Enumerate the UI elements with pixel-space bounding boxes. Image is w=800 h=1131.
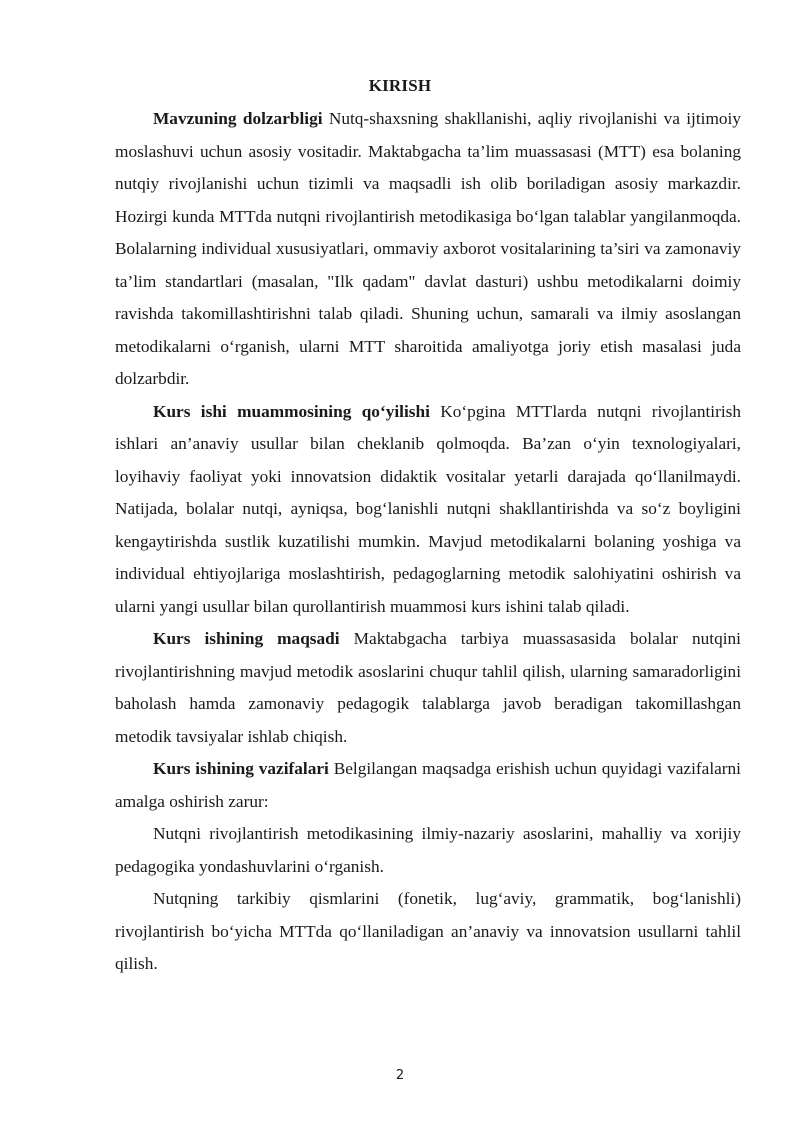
paragraph-text: Nutqning tarkibiy qismlarini (fonetik, lug‘aviy, grammatik, bog‘lanishli) rivojlantirish bo‘yicha MTTda qo‘llaniladigan an’anaviy va innovatsion usullarni tahlil qilish. — [115, 889, 741, 973]
paragraph-problem — [115, 396, 741, 624]
paragraph-goal — [115, 623, 741, 753]
paragraph-text: Nutq-shaxsning shakllanishi, aqliy rivojlanishi va ijtimoiy moslashuvi uchun asosiy vositadir. Maktabgacha ta’lim muassasasi (MTT) esa bolaning nutqiy rivojlanishi uchun tizimli va maqsadli ish olib boriladigan asosiy markazdir. Hozirgi kunda MTTda nutqni rivojlantirish metodikasiga bo‘lgan talablar yangilanmoqda. Bolalarning individual xususiyatlari, ommaviy axborot vositalarining ta’siri va zamonaviy ta’lim standartlari (masalan, "Ilk qadam" davlat dasturi) ushbu metodikalarni doimiy ravishda takomillashtirishni talab qiladi. Shuning uchun, samarali va ilmiy asoslangan metodikalarni o‘rganish, ularni MTT sharoitida amaliyotga joriy etish masalasi juda dolzarbdir. — [115, 109, 741, 388]
paragraph-heading: Kurs ishi muammosining qo‘yilishi — [153, 401, 430, 421]
paragraph-task-2 — [115, 883, 741, 981]
paragraph-heading: Kurs ishining maqsadi — [153, 629, 340, 648]
paragraph-text: Belgilangan maqsadga erishish uchun quyidagi vazifalarni amalga oshirish zarur: — [115, 759, 741, 811]
paragraph-text: Ko‘pgina MTTlarda nutqni rivojlantirish ishlari an’anaviy usullar bilan cheklanib qolmoqda. Ba’zan o‘yin texnologiyalari, loyihaviy faoliyat yoki innovatsion didaktik vositalar yetarli darajada qo‘llanilmaydi. Natijada, bolalar nutqi, ayniqsa, bog‘lanishli nutqni shakllantirishda va so‘z boyligini kengaytirishda sustlik kuzatilishi mumkin. Mavjud metodikalarni bolaning yoshiga va individual ehtiyojlariga moslashtirish, pedagoglarning metodik salohiyatini oshirish va ularni yangi usullar bilan qurollantirish muammosi kurs ishini talab qiladi. — [115, 401, 742, 616]
paragraph-task-1 — [115, 818, 741, 883]
paragraph-heading: Kurs ishining vazifalari — [153, 759, 329, 778]
paragraph-tasks — [115, 753, 741, 818]
paragraph-heading: Mavzuning dolzarbligi — [153, 109, 323, 128]
document-body — [115, 103, 741, 981]
paragraph-text: Nutqni rivojlantirish metodikasining ilmiy-nazariy asoslarini, mahalliy va xorijiy pedagogika yondashuvlarini o‘rganish. — [115, 824, 741, 876]
paragraph-text: Maktabgacha tarbiya muassasasida bolalar nutqini rivojlantirishning mavjud metodik asoslarini chuqur tahlil qilish, ularning samaradorligini baholash hamda zamonaviy pedagogik talablarga javob beradigan takomillashgan metodik tavsiyalar ishlab chiqish. — [115, 629, 741, 746]
paragraph-relevance — [115, 103, 741, 396]
page-number: 2 — [395, 1068, 405, 1083]
page-title: KIRISH — [368, 76, 432, 95]
